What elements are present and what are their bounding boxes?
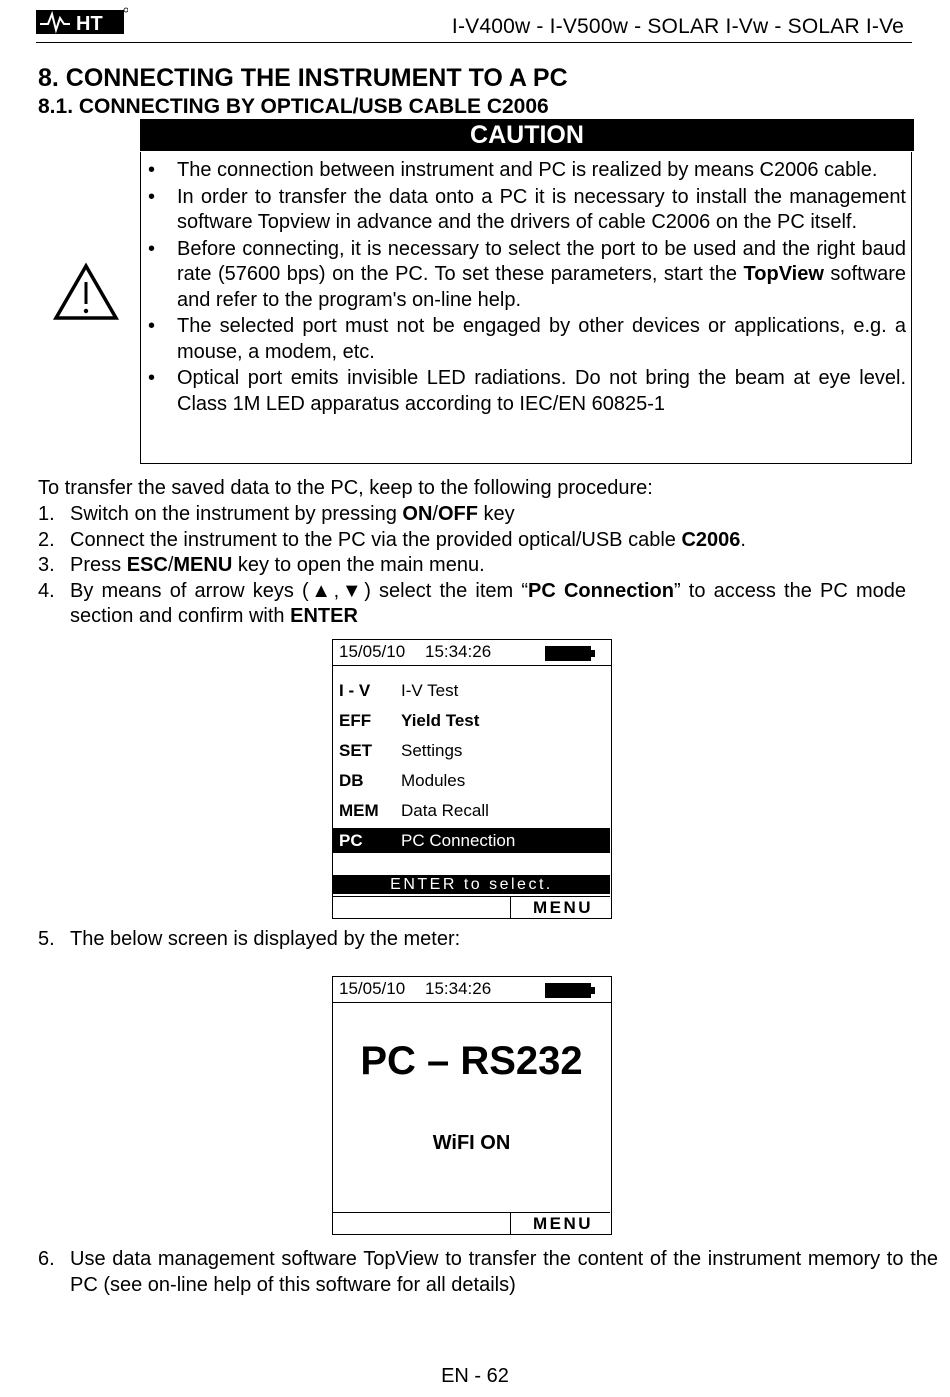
caution-item: • The connection between instrument and PC is realized by means C2006 cable.	[148, 158, 906, 184]
menu-item[interactable]	[333, 708, 610, 733]
screen-time: 15:34:26	[425, 979, 492, 998]
caution-list	[148, 158, 906, 418]
procedure-step: 3. Press ESC/MENU key to open the main menu.	[38, 554, 485, 576]
menu-item-code: DB	[339, 771, 364, 790]
menu-item-label: Modules	[401, 771, 466, 790]
battery-icon	[545, 646, 591, 661]
menu-item-label: Yield Test	[401, 711, 480, 730]
menu-item-label: Data Recall	[401, 801, 489, 820]
screen-status-bar	[333, 640, 611, 666]
caution-title: CAUTION	[140, 119, 914, 151]
bullet-icon: •	[148, 315, 156, 337]
battery-icon	[545, 983, 591, 998]
menu-item[interactable]	[333, 738, 610, 763]
menu-item-code: I - V	[339, 681, 371, 700]
step-text: The below screen is displayed by the meter:	[70, 928, 461, 950]
bullet-icon: •	[148, 237, 156, 260]
caution-item: • In order to transfer the data onto a PC it is necessary to install the management software Topview in advance and the drivers of cable C2006 on the PC itself.	[148, 185, 906, 233]
screen-status-bar	[333, 977, 611, 1003]
header-divider	[36, 42, 912, 43]
menu-item[interactable]	[333, 798, 610, 823]
screen-date: 15/05/10	[339, 979, 406, 998]
menu-item-label: PC Connection	[401, 831, 516, 850]
bullet-icon: •	[148, 367, 156, 389]
procedure-step-6	[38, 1247, 938, 1298]
document-header-title: I-V400w - I-V500w - SOLAR I-Vw - SOLAR I-Ve	[451, 15, 904, 38]
menu-item-code: MEM	[339, 801, 379, 820]
warning-triangle-icon	[52, 262, 120, 322]
menu-item[interactable]	[333, 678, 610, 703]
section-heading: 8. CONNECTING THE INSTRUMENT TO A PC	[38, 64, 568, 92]
screen-time: 15:34:26	[425, 642, 492, 661]
procedure-intro: To transfer the saved data to the PC, keep to the following procedure:	[38, 477, 653, 499]
page-number: EN - 62	[441, 1365, 509, 1387]
subsection-heading: 8.1. CONNECTING BY OPTICAL/USB CABLE C2006	[38, 95, 549, 118]
procedure-step: 2. Connect the instrument to the PC via the provided optical/USB cable C2006.	[38, 528, 746, 551]
device-screen-pc-connection	[332, 976, 612, 1235]
menu-item[interactable]	[333, 828, 610, 853]
caution-item: • The selected port must not be engaged by other devices or applications, e.g. a mouse, a modem, etc.	[148, 315, 906, 363]
ht-logo	[36, 6, 128, 36]
caution-item: • Before connecting, it is necessary to select the port to be used and the right baud rate (57600 bps) on the PC. To set these parameters, start the TopView software and refer to the program's on-line help.	[148, 237, 906, 311]
pc-connection-title: PC – RS232	[360, 1039, 583, 1083]
procedure-step: 4. By means of arrow keys (▲,▼) select the item “PC Connection” to access the PC mode section and confirm with ENTER	[38, 579, 906, 627]
bullet-icon: •	[148, 159, 156, 181]
bullet-icon: •	[148, 185, 156, 208]
step-number: 5.	[38, 928, 55, 950]
screen-softkey-bar	[333, 1212, 610, 1234]
menu-softkey[interactable]: MENU	[533, 898, 594, 917]
procedure-step: 1. Switch on the instrument by pressing ON/OFF key	[38, 503, 515, 525]
caution-item: • Optical port emits invisible LED radiations. Do not bring the beam at eye level. Class 1M LED apparatus according to IEC/EN 60825-1	[148, 367, 906, 415]
enter-hint-bar: ENTER to select.	[333, 875, 610, 894]
logo-text: HT	[76, 13, 103, 35]
menu-item-label: Settings	[401, 741, 463, 760]
procedure-step-5	[38, 927, 938, 953]
procedure-steps	[38, 502, 906, 630]
menu-item-code: PC	[339, 831, 363, 850]
menu-item[interactable]	[333, 768, 610, 793]
screen-date: 15/05/10	[339, 642, 406, 661]
menu-item-label: I-V Test	[401, 681, 459, 700]
menu-item-code: SET	[339, 741, 373, 760]
step-text: Use data management software TopView to transfer the content of the instrument memory to the PC (see on-line help of this software for all details)	[70, 1248, 938, 1296]
menu-softkey[interactable]: MENU	[533, 1214, 594, 1233]
screen-softkey-bar	[333, 896, 610, 918]
step-number: 6.	[38, 1248, 55, 1270]
menu-item-code: EFF	[339, 711, 372, 730]
device-screen-main-menu	[332, 639, 612, 919]
wifi-status: WiFI ON	[432, 1132, 511, 1154]
